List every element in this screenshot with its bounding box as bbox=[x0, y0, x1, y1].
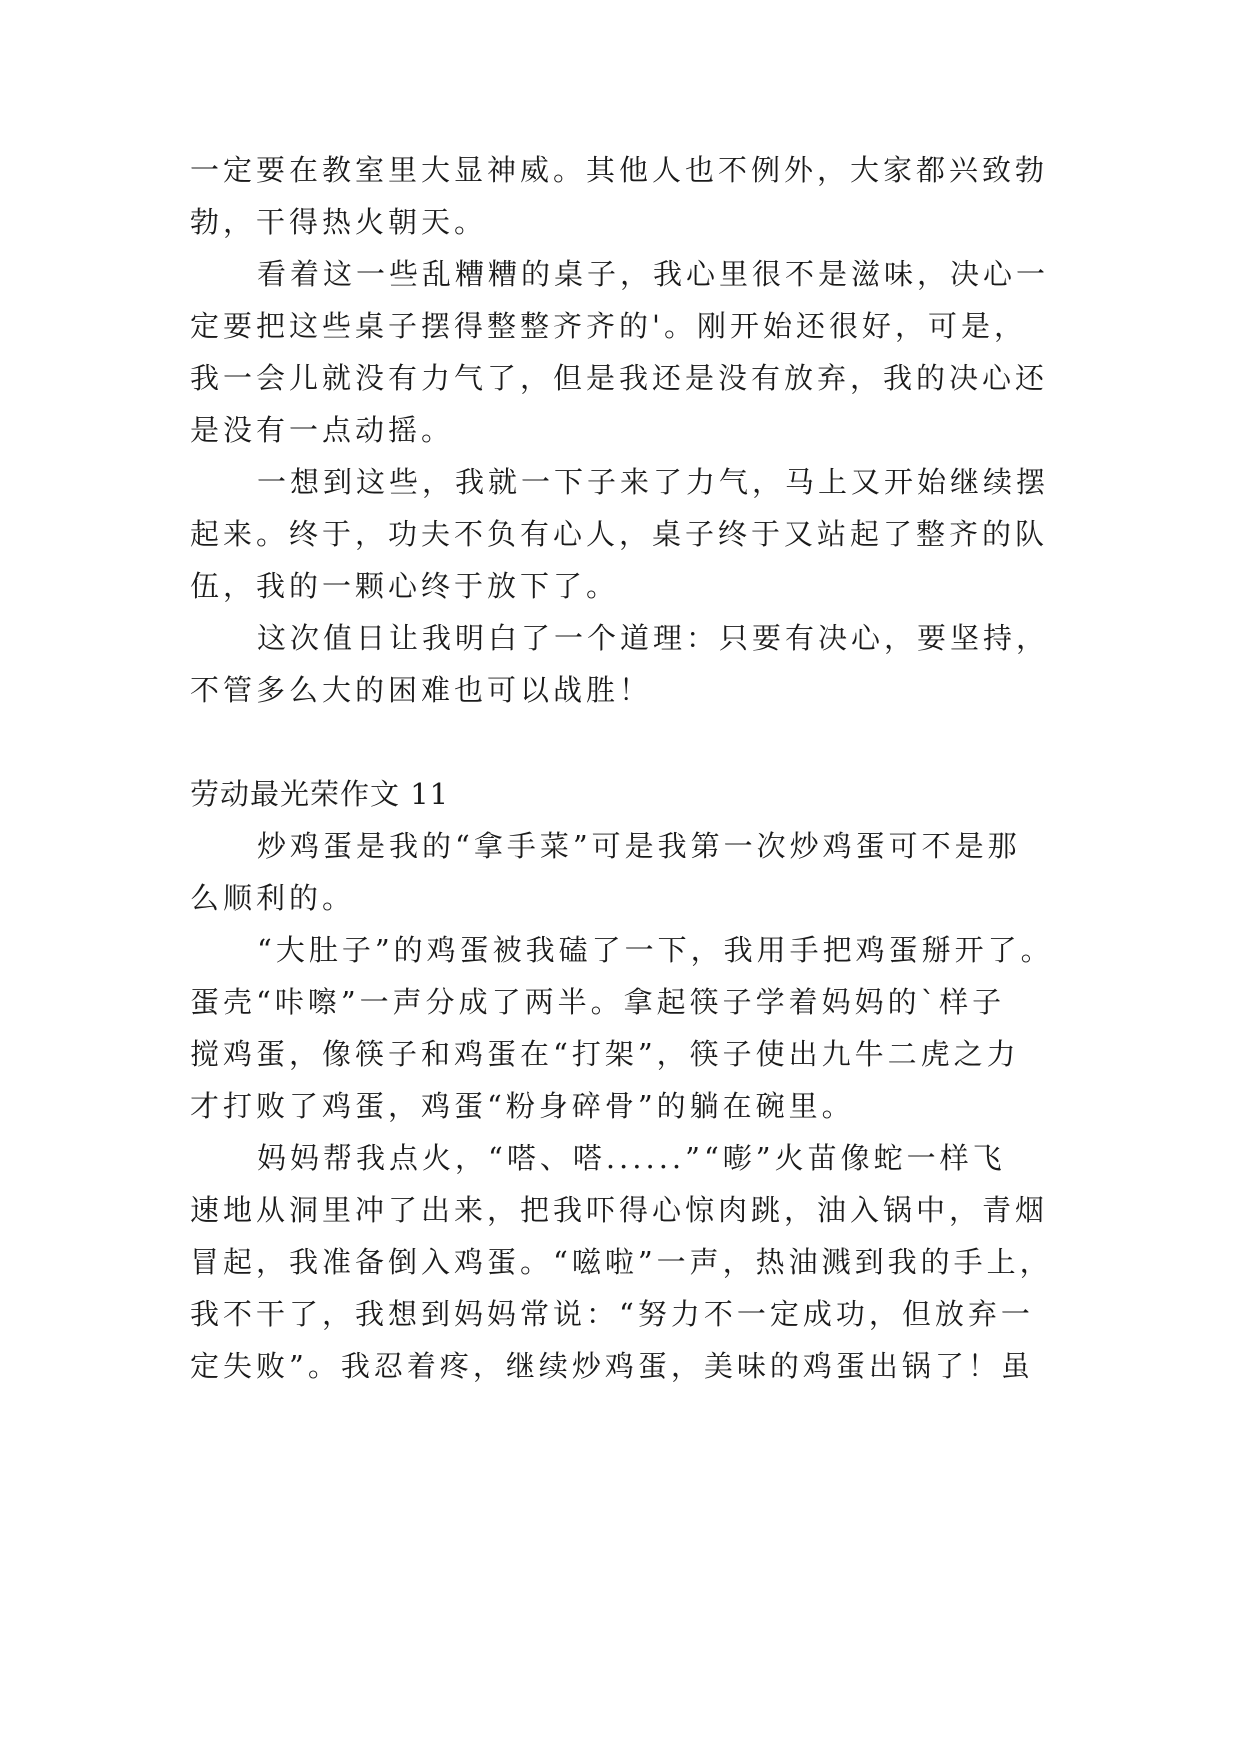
paragraph-first-line: “大肚子”的鸡蛋被我磕了一下，我用手把鸡蛋掰开了。 bbox=[257, 933, 1054, 967]
paragraph-first-line: 炒鸡蛋是我的“拿手菜”可是我第一次炒鸡蛋可不是那 bbox=[257, 829, 1021, 863]
body-text-line: 一定要在教室里大显神威。其他人也不例外，大家都兴致勃 bbox=[190, 153, 1049, 187]
body-text-line: 是没有一点动摇。 bbox=[190, 413, 455, 447]
body-text-line: 冒起，我准备倒入鸡蛋。“嗞啦”一声，热油溅到我的手上， bbox=[190, 1245, 1053, 1279]
body-text-line: 不管多么大的困难也可以战胜！ bbox=[190, 673, 653, 707]
body-text-line: 我一会儿就没有力气了，但是我还是没有放弃，我的决心还 bbox=[190, 361, 1049, 395]
section-heading: 劳动最光荣作文 11 bbox=[190, 777, 450, 811]
body-text-line: 速地从洞里冲了出来，把我吓得心惊肉跳，油入锅中，青烟 bbox=[190, 1193, 1049, 1227]
paragraph-first-line: 看着这一些乱糟糟的桌子，我心里很不是滋味，决心一 bbox=[257, 257, 1050, 291]
paragraph-first-line: 一想到这些，我就一下子来了力气，马上又开始继续摆 bbox=[257, 465, 1050, 499]
body-text-line: 起来。终于，功夫不负有心人，桌子终于又站起了整齐的队 bbox=[190, 517, 1049, 551]
body-text-line: 我不干了，我想到妈妈常说：“努力不一定成功，但放弃一 bbox=[190, 1297, 1034, 1331]
body-text-line: 勃，干得热火朝天。 bbox=[190, 205, 488, 239]
body-text-line: 伍，我的一颗心终于放下了。 bbox=[190, 569, 620, 603]
body-text-line: 蛋壳“咔嚓”一声分成了两半。拿起筷子学着妈妈的`样子 bbox=[190, 985, 1006, 1019]
paragraph-first-line: 这次值日让我明白了一个道理：只要有决心，要坚持， bbox=[257, 621, 1050, 655]
body-text-line: 定要把这些桌子摆得整整齐齐的'。刚开始还很好，可是， bbox=[190, 309, 1027, 343]
body-text-line: 才打败了鸡蛋，鸡蛋“粉身碎骨”的躺在碗里。 bbox=[190, 1089, 855, 1123]
body-text-line: 定失败”。我忍着疼，继续炒鸡蛋，美味的鸡蛋出锅了！虽 bbox=[190, 1349, 1034, 1383]
paragraph-first-line: 妈妈帮我点火，“嗒、嗒......”“嘭”火苗像蛇一样飞 bbox=[257, 1141, 1006, 1175]
body-text-line: 搅鸡蛋，像筷子和鸡蛋在“打架”，筷子使出九牛二虎之力 bbox=[190, 1037, 1020, 1071]
body-text-line: 么顺利的。 bbox=[190, 881, 356, 915]
